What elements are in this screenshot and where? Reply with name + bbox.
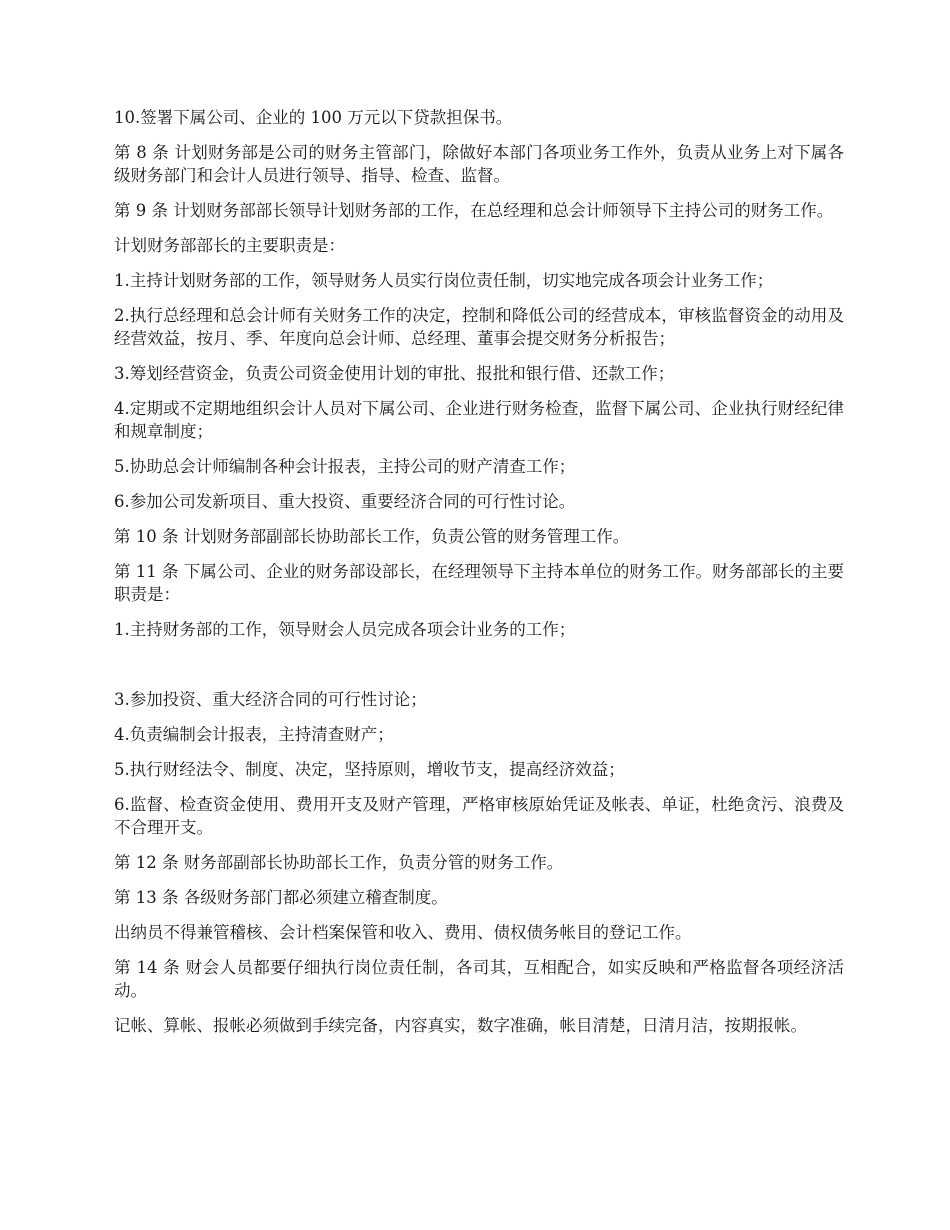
paragraph-19: 第 12 条 财务部副部长协助部长工作，负责分管的财务工作。 [114,853,564,872]
paragraph-4: 计划财务部部长的主要职责是： [114,236,345,255]
paragraph-11: 第 10 条 计划财务部副部长协助部长工作，负责公管的财务管理工作。 [114,527,630,546]
paragraph-12: 第 11 条 下属公司、企业的财务部设部长，在经理领导下主持本单位的财务工作。财务部部长的主要职责是： [114,562,844,604]
paragraph-10: 6.参加公司发新项目、重大投资、重要经济合同的可行性讨论。 [114,492,576,511]
paragraph-5: 1.主持计划财务部的工作，领导财务人员实行岗位责任制，切实地完成各项会计业务工作； [114,271,774,290]
paragraph-16: 4.负责编制会计报表，主持清查财产； [114,725,394,744]
paragraph-3: 第 9 条 计划财务部部长领导计划财务部的工作，在总经理和总会计师领导下主持公司的财务工作。 [114,201,834,220]
paragraph-7: 3.筹划经营资金，负责公司资金使用计划的审批、报批和银行借、还款工作； [114,364,675,383]
paragraph-9: 5.协助总会计师编制各种会计报表，主持公司的财产清查工作； [114,457,576,476]
paragraph-18: 6.监督、检查资金使用、费用开支及财产管理，严格审核原始凭证及帐表、单证，杜绝贪污、浪费及不合理开支。 [114,795,844,837]
paragraph-13: 1.主持财务部的工作，领导财会人员完成各项会计业务的工作； [114,620,576,639]
paragraph-6: 2.执行总经理和总会计师有关财务工作的决定，控制和降低公司的经营成本，审核监督资金的动用及经营效益，按月、季、年度向总会计师、总经理、董事会提交财务分析报告； [114,306,844,348]
paragraph-21: 出纳员不得兼管稽核、会计档案保管和收入、费用、债权债务帐目的登记工作。 [114,923,692,942]
paragraph-23: 记帐、算帐、报帐必须做到手续完备，内容真实，数字准确，帐目清楚，日清月洁，按期报帐。 [114,1016,807,1035]
paragraph-blank [114,653,844,676]
paragraph-2: 第 8 条 计划财务部是公司的财务主管部门，除做好本部门各项业务工作外，负责从业务上对下属各级财务部门和会计人员进行领导、指导、检查、监督。 [114,143,844,185]
document-body [114,106,844,1049]
paragraph-20: 第 13 条 各级财务部门都必须建立稽查制度。 [114,888,448,907]
paragraph-1: 10.签署下属公司、企业的 100 万元以下贷款担保书。 [114,108,513,127]
paragraph-8: 4.定期或不定期地组织会计人员对下属公司、企业进行财务检查，监督下属公司、企业执行财经纪律和规章制度； [114,399,844,441]
paragraph-22: 第 14 条 财会人员都要仔细执行岗位责任制，各司其，互相配合，如实反映和严格监督各项经济活动。 [114,958,844,1000]
paragraph-15: 3.参加投资、重大经济合同的可行性讨论； [114,690,427,709]
paragraph-17: 5.执行财经法令、制度、决定，坚持原则，增收节支，提高经济效益； [114,760,625,779]
